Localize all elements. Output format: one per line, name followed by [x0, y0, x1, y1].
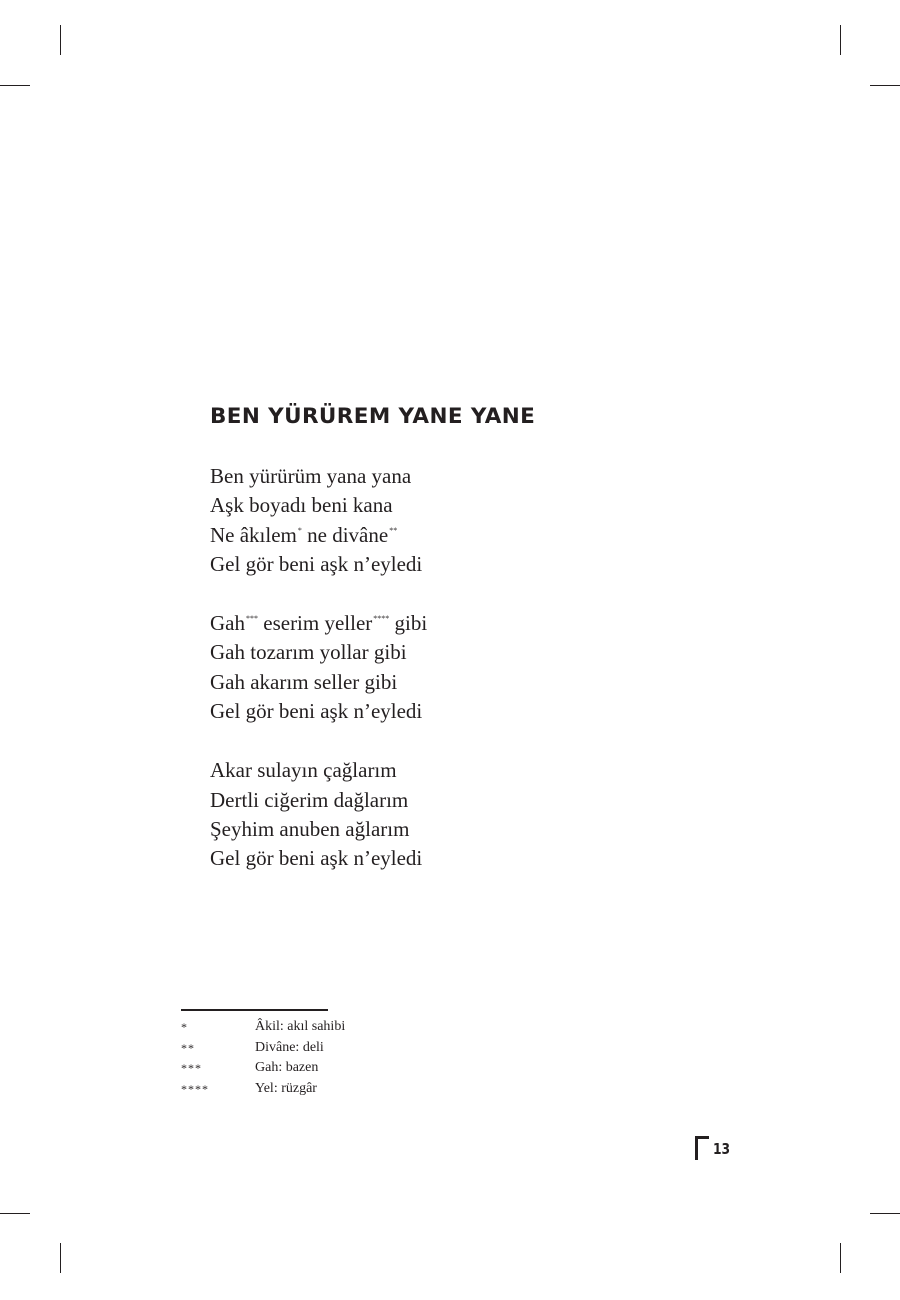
page-number: 13 [713, 1140, 731, 1158]
crop-mark [870, 85, 900, 86]
footnote [181, 1079, 345, 1100]
poem-line: Gel gör beni aşk n’eyledi [210, 699, 423, 724]
poem-line: Ben yürürüm yana yana [210, 464, 412, 488]
poem-line: Gah*** eserim yeller**** gibi [210, 611, 428, 636]
poem-line: Aşk boyadı beni kana [210, 493, 393, 518]
footnote-marker: ** [389, 525, 398, 535]
footnote-marker: * [297, 525, 302, 535]
footnote-key: * [181, 1020, 188, 1034]
footnote-marker: *** [246, 614, 258, 624]
crop-mark [840, 1243, 841, 1273]
crop-mark [870, 1213, 900, 1214]
poem-line: Şeyhim anuben ağlarım [210, 816, 410, 841]
poem-body [210, 462, 427, 874]
stanza [210, 756, 427, 873]
crop-mark [0, 85, 30, 86]
crop-mark [0, 1213, 30, 1214]
poem-line: Ne âkılem* ne divâne** [210, 522, 398, 547]
footnote-text: Yel: rüzgâr [255, 1080, 317, 1096]
footnote-key: ** [181, 1040, 195, 1055]
footnote [181, 1058, 345, 1079]
footnote-key: **** [181, 1081, 209, 1096]
poem-line: Gel gör beni aşk n’eyledi [210, 551, 423, 576]
crop-mark [840, 25, 841, 55]
stanza [210, 462, 427, 579]
stanza [210, 609, 427, 726]
footnote [181, 1017, 345, 1038]
poem-title: BEN YÜRÜREM YANE YANE [210, 404, 536, 429]
poem-line: Gah tozarım yollar gibi [210, 640, 407, 665]
footnotes [181, 1017, 345, 1099]
poem-line: Dertli ciğerim dağlarım [210, 787, 409, 812]
footnote-marker: **** [373, 614, 390, 624]
footnote-text: Âkil: akıl sahibi [255, 1019, 346, 1034]
poem-line: Gel gör beni aşk n’eyledi [210, 846, 423, 871]
footnote-text: Divâne: deli [255, 1039, 324, 1055]
crop-mark [60, 25, 61, 55]
poem-line: Akar sulayın çağlarım [210, 758, 397, 783]
footnote [181, 1038, 345, 1059]
page-number-bracket [695, 1136, 709, 1139]
page-number-bracket [695, 1136, 698, 1160]
poem-line: Gah akarım seller gibi [210, 669, 398, 694]
footnote-rule [181, 1009, 328, 1011]
crop-mark [60, 1243, 61, 1273]
footnote-text: Gah: bazen [255, 1060, 319, 1075]
footnote-key: *** [181, 1061, 202, 1075]
